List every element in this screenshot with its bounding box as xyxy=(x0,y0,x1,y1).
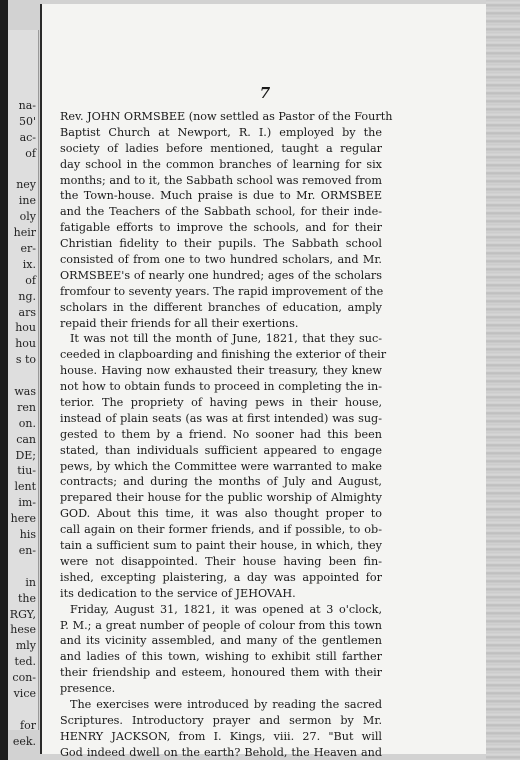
facing-page-line: can xyxy=(16,432,36,446)
facing-page-text xyxy=(8,98,38,750)
facing-page-line: in xyxy=(25,575,36,589)
text-line: GOD. About this time, it was also thought proper to xyxy=(60,507,382,521)
text-line: day school in the common branches of learning for six xyxy=(60,157,382,171)
text-line: repaid their friends for all their exertions. xyxy=(60,316,299,330)
facing-page-line: hou xyxy=(15,321,36,335)
text-line: their friendship and esteem, honoured them with their xyxy=(60,666,382,680)
facing-page-line xyxy=(8,702,38,718)
text-line: ceeded in clapboarding and finishing the exterior of their xyxy=(60,348,387,362)
facing-page-line: his xyxy=(19,528,36,542)
text-line: presence. xyxy=(60,682,116,696)
text-line: consisted of from one to two hundred scholars, and Mr. xyxy=(60,253,382,267)
text-line: and its vicinity assembled, and many of the gentlemen xyxy=(60,634,382,648)
text-line: terior. The propriety of having pews in their house, xyxy=(60,396,382,410)
facing-page-line: na- xyxy=(18,99,36,112)
text-line: God indeed dwell on the earth? Behold, the Heaven and xyxy=(60,745,382,759)
facing-page-line: for xyxy=(20,718,36,732)
facing-page-line: eek. xyxy=(12,734,36,748)
facing-page-line: tiu- xyxy=(17,464,36,478)
facing-page-line: con- xyxy=(12,671,36,685)
text-line: instead of plain seats (as was at first intended) was sug- xyxy=(60,411,382,425)
text-line: Baptist Church at Newport, R. I.) employed by the xyxy=(60,125,382,139)
text-line: were not disappointed. Their house having been fin- xyxy=(60,554,382,568)
facing-page-line: RGY, xyxy=(9,607,36,621)
facing-page-line: ine xyxy=(18,194,36,208)
text-line: and ladies of this town, wishing to exhibit still farther xyxy=(60,650,382,664)
facing-page-line: on. xyxy=(18,416,36,430)
text-line: ORMSBEE's of nearly one hundred; ages of the scholars xyxy=(60,268,382,282)
text-line: fatigable efforts to improve the schools, and for their xyxy=(60,221,382,235)
text-line: Scriptures. Introductory prayer and sermon by Mr. xyxy=(60,713,382,727)
main-page xyxy=(40,4,488,759)
facing-page-line: heir xyxy=(13,226,36,240)
facing-page-line: s to xyxy=(15,353,36,367)
facing-page-line: ars xyxy=(18,305,36,319)
text-line: ished, excepting plaistering, a day was appointed for xyxy=(60,570,382,584)
scan-edge xyxy=(486,0,520,760)
facing-page-line xyxy=(8,368,38,384)
text-line: house. Having now exhausted their treasury, they knew xyxy=(60,364,382,378)
facing-page-line: ng. xyxy=(18,289,36,303)
facing-page-line: vice xyxy=(13,686,36,700)
text-line: months; and to it, the Sabbath school was removed from xyxy=(60,173,382,187)
facing-page-line: en- xyxy=(18,543,36,557)
text-line: society of ladies before mentioned, taught a regular xyxy=(60,141,382,155)
facing-page-line: er- xyxy=(20,242,36,256)
facing-page-line: lent xyxy=(14,480,36,494)
text-line: call again on their former friends, and if possible, to ob- xyxy=(60,523,382,537)
text-line: It was not till the month of June, 1821, that they suc- xyxy=(70,332,382,346)
facing-page-line: ted. xyxy=(14,655,36,669)
facing-page-line: mly xyxy=(15,639,36,653)
facing-page-line: the xyxy=(17,591,36,605)
text-line: contracts; and during the months of July and August, xyxy=(60,475,382,489)
text-line: fromfour to seventy years. The rapid improvement of the xyxy=(60,284,384,298)
text-line: HENRY JACKSON, from I. Kings, viii. 27. "But will xyxy=(60,729,382,743)
facing-page-line: DE; xyxy=(15,448,36,462)
page-body-text xyxy=(60,109,393,761)
facing-page-line: here xyxy=(10,512,36,526)
text-line: the Town-house. Much praise is due to Mr. ORMSBEE xyxy=(60,189,382,203)
facing-page-line xyxy=(8,559,38,575)
facing-page-line: hou xyxy=(15,337,36,351)
facing-page-line: of xyxy=(25,273,36,287)
facing-page-line: ac- xyxy=(19,130,36,144)
facing-page-line: of xyxy=(25,146,36,160)
text-line: Christian fidelity to their pupils. The Sabbath school xyxy=(60,237,382,251)
facing-page-line: ren xyxy=(17,400,36,414)
text-line: stated, than individuals sufficient appeared to engage xyxy=(60,443,382,457)
text-line: Rev. JOHN ORMSBEE (now settled as Pastor of the Fourth xyxy=(60,110,393,123)
facing-page-line: hese xyxy=(10,623,36,637)
book-gutter xyxy=(0,0,8,760)
text-line: tain a sufficient sum to paint their house, in which, they xyxy=(60,539,382,553)
text-line: not how to obtain funds to proceed in completing the in- xyxy=(60,380,382,394)
facing-page-line: was xyxy=(14,385,36,399)
facing-page-line: 50' xyxy=(18,114,36,128)
text-line: prepared their house for the public worship of Almighty xyxy=(60,491,382,505)
text-line: its dedication to the service of JEHOVAH. xyxy=(60,586,296,600)
facing-page-line: im- xyxy=(18,496,36,510)
facing-page-line: ney xyxy=(16,178,36,192)
text-line: pews, by which the Committee were warranted to make xyxy=(60,459,382,473)
text-line: gested to them by a friend. No sooner had this been xyxy=(60,427,382,441)
facing-page-line: oly xyxy=(19,210,36,224)
text-line: Friday, August 31, 1821, it was opened at 3 o'clock, xyxy=(70,602,382,616)
facing-page-line: ix. xyxy=(22,257,36,271)
facing-page-line xyxy=(8,162,38,178)
text-line: The exercises were introduced by reading the sacred xyxy=(70,697,382,711)
facing-page-fragment xyxy=(8,30,39,748)
text-line: scholars in the different branches of education, amply xyxy=(60,300,382,314)
text-line: and the Teachers of the Sabbath school, for their inde- xyxy=(60,205,382,219)
text-line: P. M.; a great number of people of colour from this town xyxy=(60,618,382,632)
page-number: 7 xyxy=(259,84,271,102)
